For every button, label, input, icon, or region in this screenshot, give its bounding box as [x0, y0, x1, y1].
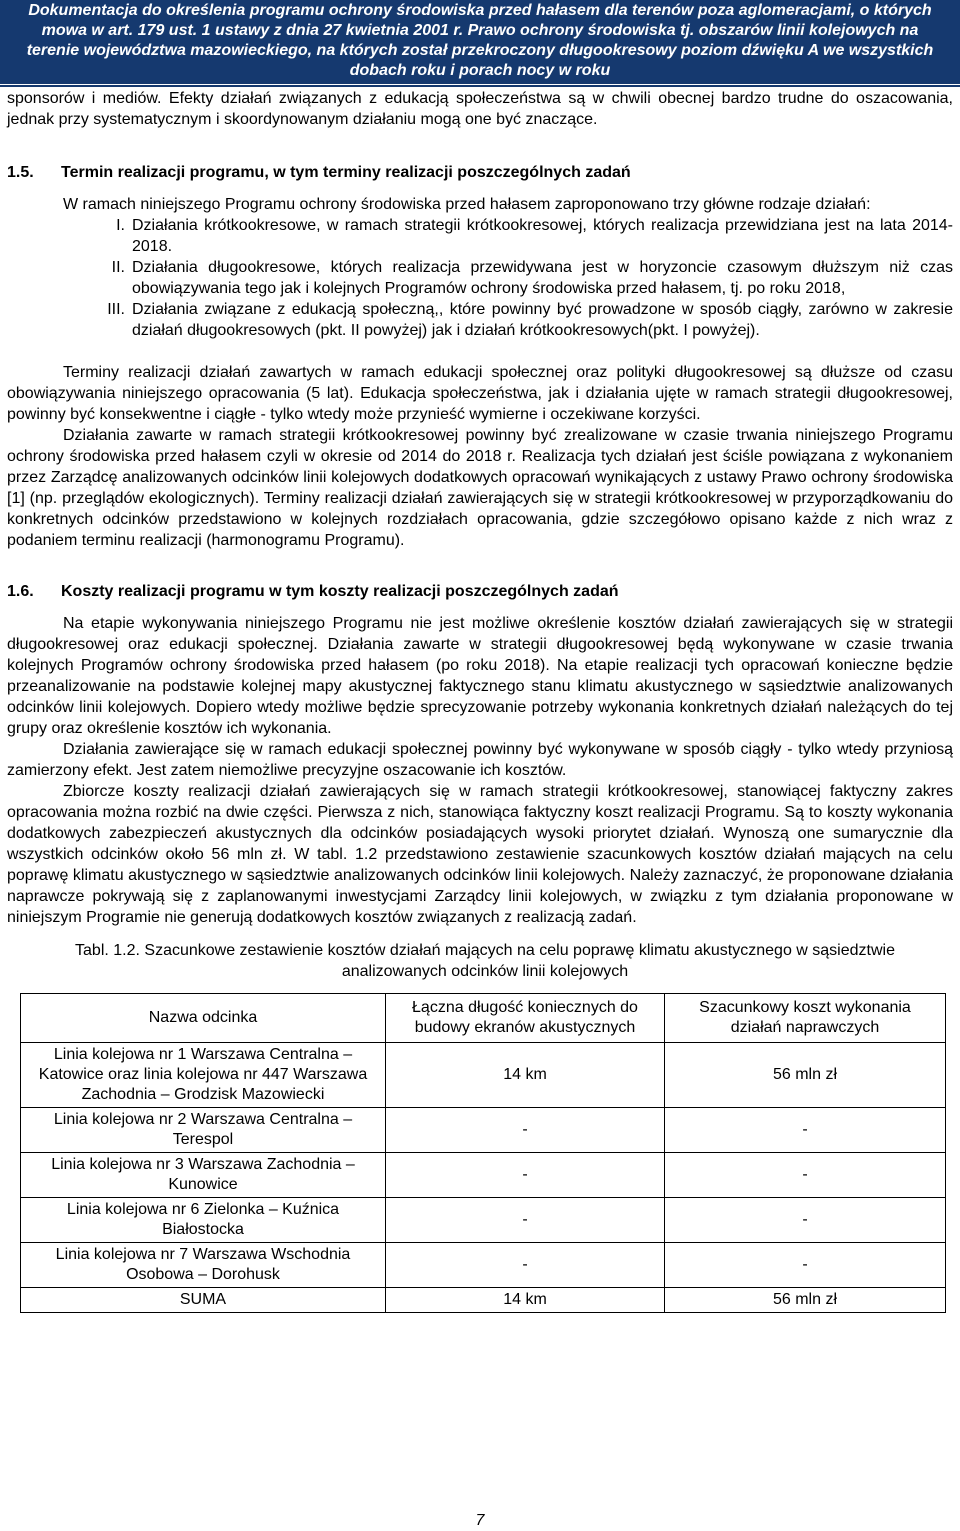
- document-header: [0, 0, 960, 84]
- table-sum-row: [21, 1288, 946, 1313]
- table-row: [21, 1198, 946, 1243]
- paragraph: Terminy realizacji działań zawartych w ramach edukacji społecznej oraz polityki długookresowej są dłuższe od czasu obowiązywania niniejszego opracowania (5 lat). Edukacja społeczeństwa, jak i działania ujęte w ramach strategii długookresowej, powinny być konsekwentne i ciągłe - tylko wtedy może przynieść wymierne i oczekiwane korzyści.: [7, 364, 953, 423]
- table-cell: 56 mln zł: [665, 1043, 946, 1108]
- list-item: [7, 257, 953, 299]
- paragraph: Działania zawarte w ramach strategii krótkookresowej powinny być zrealizowane w czasie trwania niniejszego Programu ochrony środowiska przed hałasem czyli w okresie od 2014 do 2018 r. Realizacja tych działań jest ściśle powiązana z wykonaniem przez Zarządcę analizowanych odcinków linii kolejowych dodatkowych opracowań wynikających z ustawy Prawo ochrony środowiska [1] (np. przeglądów ekologicznych). Terminy realizacji działań zawierających się w strategii krótkookresowej w przyporządkowaniu do konkretnych odcinków przedstawiono w kolejnych rozdziałach opracowania, gdzie szczegółowo opisano każde z nich wraz z podaniem terminu realizacji (harmonogramu Programu).: [7, 427, 953, 549]
- table-cell: -: [386, 1108, 665, 1153]
- table-row: [21, 1243, 946, 1288]
- page-number: 7: [475, 1512, 485, 1529]
- table-row: [21, 1108, 946, 1153]
- table-cell: Linia kolejowa nr 1 Warszawa Centralna – Katowice oraz linia kolejowa nr 447 Warszawa Zachodnia – Grodzisk Mazowiecki: [21, 1043, 386, 1108]
- section-intro: W ramach niniejszego Programu ochrony środowiska przed hałasem zaproponowano trzy główne rodzaje działań:: [63, 196, 871, 213]
- roman-numeral: II.: [111, 259, 125, 276]
- section-number: 1.6.: [7, 583, 34, 600]
- table-cell: -: [665, 1108, 946, 1153]
- paragraph: Zbiorcze koszty realizacji działań zawierających się w ramach strategii krótkookresowej, stanowiącej faktyczny zakres opracowania można rozbić na dwie części. Pierwsza z nich, stanowiąca faktyczny koszt realizacji Programu. Są to koszty wykonania dodatkowych zabezpieczeń akustycznych dla odcinków posiadających wysoki priorytet działań. Wynoszą one sumarycznie dla wszystkich odcinków około 56 mln zł. W tabl. 1.2 przedstawiono zestawienie szacunkowych kosztów działań mających na celu poprawę klimatu akustycznego w sąsiedztwie analizowanych odcinków linii kolejowych. Należy zaznaczyć, że proponowane działania naprawcze pokrywają się z zaplanowanymi inwestycjami Zarządcy linii kolejowych, w związku z tym działania proponowane w niniejszym Programie nie generują dodatkowych kosztów związanych z realizacją zadań.: [7, 783, 953, 926]
- table-cell: 14 km: [386, 1043, 665, 1108]
- table-cell: -: [386, 1243, 665, 1288]
- action-types-list: [7, 215, 953, 341]
- list-item-text: Działania długookresowe, których realizacja przewidywana jest w horyzoncie czasowym dłuższym niż czas obowiązywania tego jak i kolejnych Programów ochrony środowiska przed hałasem, tj. po roku 2018,: [132, 259, 953, 297]
- table-cell: -: [665, 1198, 946, 1243]
- table-cell: -: [386, 1198, 665, 1243]
- section-title: Koszty realizacji programu w tym koszty realizacji poszczególnych zadań: [61, 583, 619, 600]
- header-line: dobach roku i porach nocy w roku: [349, 62, 611, 79]
- list-item: [7, 215, 953, 257]
- table-cell: 14 km: [386, 1288, 665, 1313]
- list-item-text: Działania krótkookresowe, w ramach strategii krótkookresowej, których realizacja przewidziana jest na lata 2014-2018.: [132, 217, 953, 255]
- table-cell: -: [665, 1153, 946, 1198]
- roman-numeral: I.: [116, 217, 125, 234]
- list-item-text: Działania związane z edukacją społeczną,, które powinny być prowadzone w sposób ciągły, zarówno w zakresie działań długookresowych (pkt. II powyżej) jak i działań krótkookresowych(pkt. I powyżej).: [132, 301, 953, 339]
- section-heading-1-5: [7, 162, 953, 183]
- table-cell: Linia kolejowa nr 7 Warszawa Wschodnia Osobowa – Dorohusk: [21, 1243, 386, 1288]
- column-header: Łączna długość koniecznych do budowy ekranów akustycznych: [386, 994, 665, 1043]
- table-cell: Linia kolejowa nr 3 Warszawa Zachodnia – Kunowice: [21, 1153, 386, 1198]
- section-number: 1.5.: [7, 164, 34, 181]
- roman-numeral: III.: [107, 301, 125, 318]
- header-line: Dokumentacja do określenia programu ochrony środowiska przed hałasem dla terenów poza aglomeracjami, o których: [28, 2, 932, 19]
- page-body: [7, 88, 953, 1313]
- table-row: [21, 1153, 946, 1198]
- lead-paragraph: sponsorów i mediów. Efekty działań związanych z edukacją społeczeństwa są w chwili obecnej bardzo trudne do oszacowania, jednak przy systematycznym i skoordynowanym działaniu mogą one być znaczące.: [7, 90, 953, 128]
- table-cell: SUMA: [21, 1288, 386, 1313]
- header-line: mowa w art. 179 ust. 1 ustawy z dnia 27 kwietnia 2001 r. Prawo ochrony środowiska tj. obszarów linii kolejowych na: [41, 22, 919, 39]
- table-header-row: [21, 994, 946, 1043]
- column-header: Nazwa odcinka: [21, 994, 386, 1043]
- table-cell: Linia kolejowa nr 6 Zielonka – Kuźnica Białostocka: [21, 1198, 386, 1243]
- table-caption: Tabl. 1.2. Szacunkowe zestawienie kosztów działań mających na celu poprawę klimatu akustycznego w sąsiedztwie analizowanych odcinków linii kolejowych: [75, 942, 895, 980]
- table-cell: -: [386, 1153, 665, 1198]
- table-cell: -: [665, 1243, 946, 1288]
- table-cell: 56 mln zł: [665, 1288, 946, 1313]
- paragraph: Działania zawierające się w ramach edukacji społecznej powinny być wykonywane w sposób ciągły - tylko wtedy przyniosą zamierzony efekt. Jest zatem niemożliwe precyzyjne oszacowanie ich kosztów.: [7, 741, 953, 779]
- list-item: [7, 299, 953, 341]
- cost-table: [20, 993, 946, 1313]
- header-divider: [0, 85, 960, 87]
- column-header: Szacunkowy koszt wykonania działań naprawczych: [665, 994, 946, 1043]
- header-line: terenie województwa mazowieckiego, na których został przekroczony długookresowy poziom dźwięku A we wszystkich: [26, 42, 934, 59]
- table-row: [21, 1043, 946, 1108]
- section-heading-1-6: [7, 581, 953, 602]
- table-cell: Linia kolejowa nr 2 Warszawa Centralna – Terespol: [21, 1108, 386, 1153]
- section-title: Termin realizacji programu, w tym terminy realizacji poszczególnych zadań: [61, 164, 631, 181]
- paragraph: Na etapie wykonywania niniejszego Programu nie jest możliwe określenie kosztów działań zawierających się w strategii długookresowej oraz edukacji społecznej. Działania zawarte w strategii długookresowej będą wykonywane w czasie trwania kolejnych Programów ochrony środowiska przed hałasem (po roku 2018). Na etapie realizacji tych opracowań konieczne będzie przeanalizowanie na podstawie kolejnej mapy akustycznej faktycznego stanu klimatu akustycznego w sąsiedztwie analizowanych odcinków linii kolejowych. Dopiero wtedy możliwe będzie sprecyzowanie potrzeby wykonania konkretnych działań należących do tej grupy oraz określenie kosztów ich wykonania.: [7, 615, 953, 737]
